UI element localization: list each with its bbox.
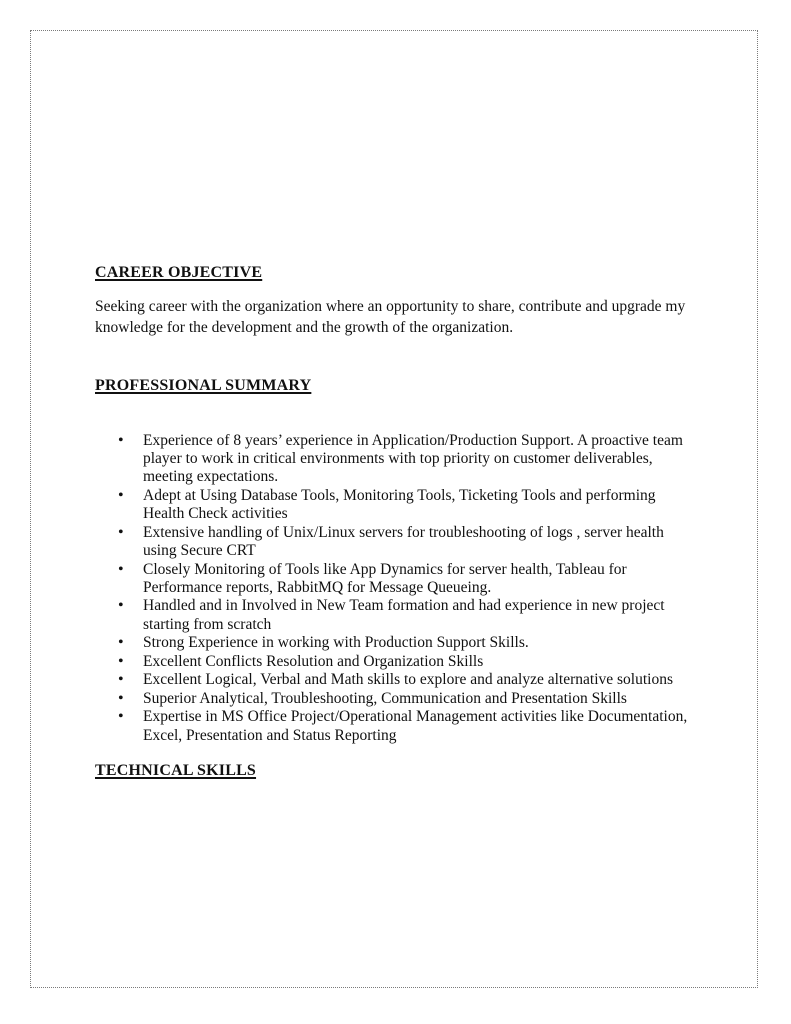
bullet-item: • Closely Monitoring of Tools like App Dynamics for server health, Tableau for Performance reports, RabbitMQ for Message Queueing.	[143, 561, 691, 598]
career-objective-paragraph: Seeking career with the organization where an opportunity to share, contribute and upgrade my knowledge for the development and the growth of the organization.	[95, 298, 686, 337]
professional-summary-list	[95, 432, 691, 745]
resume-page	[30, 30, 758, 988]
technical-skills-heading: TECHNICAL SKILLS	[95, 761, 257, 779]
professional-summary-heading: PROFESSIONAL SUMMARY	[95, 377, 312, 395]
bullet-item: • Experience of 8 years’ experience in Application/Production Support. A proactive team player to work in critical environments with top priority on customer deliverables, meeting expectations.	[143, 432, 691, 487]
bullet-item: • Superior Analytical, Troubleshooting, Communication and Presentation Skills	[143, 690, 691, 708]
bullet-item: • Adept at Using Database Tools, Monitoring Tools, Ticketing Tools and performing Health Check activities	[143, 487, 691, 524]
bullet-item: • Excellent Logical, Verbal and Math skills to explore and analyze alternative solutions	[143, 671, 691, 689]
career-objective-heading: CAREER OBJECTIVE	[95, 264, 263, 281]
bullet-item: • Expertise in MS Office Project/Operational Management activities like Documentation, Excel, Presentation and Status Reporting	[143, 708, 691, 745]
bullet-item: • Extensive handling of Unix/Linux servers for troubleshooting of logs , server health using Secure CRT	[143, 524, 691, 561]
bullet-item: • Handled and in Involved in New Team formation and had experience in new project starting from scratch	[143, 597, 691, 634]
resume-content	[31, 263, 757, 780]
bullet-item: • Strong Experience in working with Production Support Skills.	[143, 634, 691, 652]
bullet-item: • Excellent Conflicts Resolution and Organization Skills	[143, 653, 691, 671]
